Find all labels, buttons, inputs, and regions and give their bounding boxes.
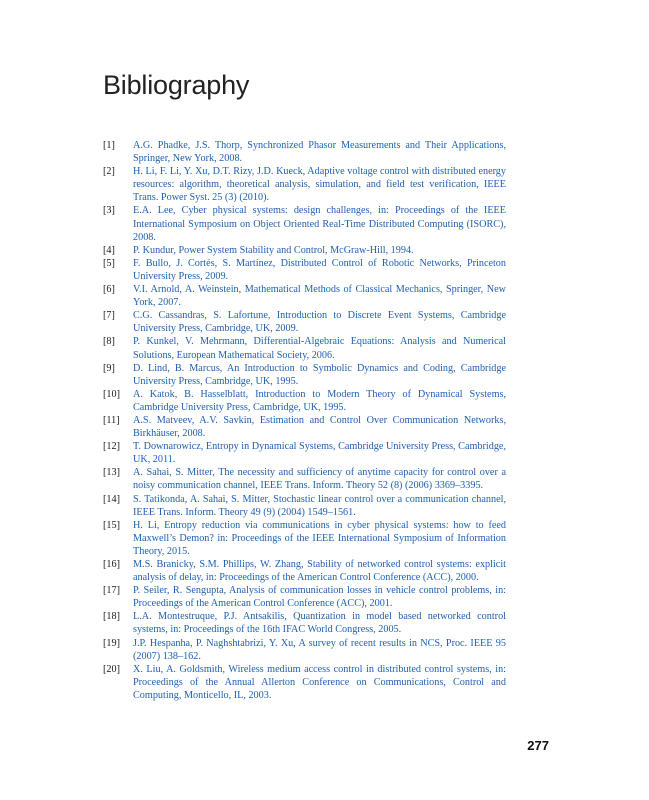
reference-number: [1] bbox=[103, 140, 115, 151]
reference-item bbox=[103, 165, 506, 204]
reference-item bbox=[103, 440, 506, 466]
reference-item bbox=[103, 519, 506, 558]
reference-link[interactable]: L.A. Montestruque, P.J. Antsakilis, Quantization in model based networked control systems, in: Proceedings of the 16th IFAC World Congress, 2005. bbox=[133, 611, 506, 636]
reference-item bbox=[103, 309, 506, 335]
reference-link[interactable]: X. Liu, A. Goldsmith, Wireless medium access control in distributed control systems, in: Proceedings of the Annual Allerton Conference on Communications, Control and Computing, Monticello, IL, 2003. bbox=[133, 663, 506, 701]
reference-number: [13] bbox=[103, 467, 120, 479]
reference-item bbox=[103, 584, 506, 610]
reference-item bbox=[103, 283, 506, 309]
reference-item bbox=[103, 335, 506, 361]
reference-number: [15] bbox=[103, 519, 120, 531]
reference-number: [20] bbox=[103, 663, 120, 675]
reference-number: [18] bbox=[103, 611, 120, 623]
reference-link[interactable]: F. Bullo, J. Cortés, S. Martínez, Distributed Control of Robotic Networks, Princeton University Press, 2009. bbox=[133, 257, 506, 282]
reference-link[interactable]: A.S. Matveev, A.V. Savkin, Estimation and Control Over Communication Networks, Birkhäuser, 2008. bbox=[133, 414, 506, 440]
reference-number: [5] bbox=[103, 257, 115, 269]
reference-item bbox=[103, 388, 506, 414]
reference-link[interactable]: P. Kundur, Power System Stability and Control, McGraw-Hill, 1994. bbox=[133, 244, 414, 256]
reference-link[interactable]: V.I. Arnold, A. Weinstein, Mathematical Methods of Classical Mechanics, Springer, New York, 2007. bbox=[133, 284, 506, 309]
reference-link[interactable]: H. Li, Entropy reduction via communications in cyber physical systems: how to feed Maxwell’s Demon? in: Proceedings of the IEEE International Symposium of Information Theory, 2015. bbox=[133, 519, 506, 557]
reference-link[interactable]: H. Li, F. Li, Y. Xu, D.T. Rizy, J.D. Kueck, Adaptive voltage control with distributed energy resources: algorithm, theoretical analysis, simulation, and field test verification, IEEE Trans. Power Syst. 25 (3) (2010). bbox=[133, 166, 506, 204]
reference-number: [12] bbox=[103, 441, 120, 453]
reference-item bbox=[103, 558, 506, 584]
reference-number: [14] bbox=[103, 493, 120, 505]
reference-item bbox=[103, 257, 506, 283]
page-number: 277 bbox=[527, 738, 549, 753]
reference-link[interactable]: P. Seiler, R. Sengupta, Analysis of communication losses in vehicle control problems, in: Proceedings of the American Control Conference (ACC), 2001. bbox=[133, 585, 506, 610]
reference-item bbox=[103, 663, 506, 702]
reference-number: [7] bbox=[103, 310, 115, 322]
reference-item bbox=[103, 493, 506, 519]
reference-number: [19] bbox=[103, 637, 120, 649]
reference-number: [3] bbox=[103, 205, 115, 217]
reference-link[interactable]: P. Kunkel, V. Mehrmann, Differential-Algebraic Equations: Analysis and Numerical Solutions, European Mathematical Society, 2006. bbox=[133, 336, 506, 361]
reference-link[interactable]: A. Sahai, S. Mitter, The necessity and sufficiency of anytime capacity for control over a noisy communication channel, IEEE Trans. Inform. Theory 52 (8) (2006) 3369–3395. bbox=[133, 467, 506, 492]
reference-list bbox=[103, 139, 506, 702]
reference-item bbox=[103, 610, 506, 636]
reference-number: [6] bbox=[103, 284, 115, 296]
reference-item bbox=[103, 204, 506, 243]
reference-link[interactable]: D. Lind, B. Marcus, An Introduction to Symbolic Dynamics and Coding, Cambridge University Press, Cambridge, UK, 1995. bbox=[133, 362, 506, 387]
reference-link[interactable]: S. Tatikonda, A. Sahai, S. Mitter, Stochastic linear control over a communication channel, IEEE Trans. Inform. Theory 49 (9) (2004) 1549–1561. bbox=[133, 493, 506, 518]
reference-number: [2] bbox=[103, 166, 115, 178]
reference-item bbox=[103, 362, 506, 388]
reference-link[interactable]: T. Downarowicz, Entropy in Dynamical Systems, Cambridge University Press, Cambridge, UK, 2011. bbox=[133, 441, 506, 466]
reference-item bbox=[103, 139, 506, 165]
reference-number: [11] bbox=[103, 414, 120, 426]
reference-link[interactable]: A. Katok, B. Hasselblatt, Introduction to Modern Theory of Dynamical Systems, Cambridge University Press, Cambridge, UK, 1995. bbox=[133, 388, 506, 413]
reference-number: [4] bbox=[103, 244, 115, 256]
reference-link[interactable]: M.S. Branicky, S.M. Phillips, W. Zhang, Stability of networked control systems: explicit analysis of delay, in: Proceedings of the American Control Conference (ACC), 2000. bbox=[133, 559, 506, 584]
reference-link[interactable]: J.P. Hespanha, P. Naghshtabrizi, Y. Xu, A survey of recent results in NCS, Proc. IEEE 95 (2007) 138–162. bbox=[133, 637, 506, 662]
reference-link[interactable]: A.G. Phadke, J.S. Thorp, Synchronized Phasor Measurements and Their Applications, Springer, New York, 2008. bbox=[133, 140, 506, 165]
reference-number: [17] bbox=[103, 585, 120, 597]
reference-item bbox=[103, 244, 506, 257]
reference-number: [9] bbox=[103, 362, 115, 374]
reference-link[interactable]: C.G. Cassandras, S. Lafortune, Introduction to Discrete Event Systems, Cambridge University Press, Cambridge, UK, 2009. bbox=[133, 310, 506, 335]
reference-item bbox=[103, 466, 506, 492]
reference-number: [16] bbox=[103, 559, 120, 570]
reference-number: [10] bbox=[103, 388, 120, 400]
reference-item bbox=[103, 414, 506, 440]
page-title: Bibliography bbox=[103, 70, 250, 100]
reference-item bbox=[103, 637, 506, 663]
reference-link[interactable]: E.A. Lee, Cyber physical systems: design challenges, in: Proceedings of the IEEE International Symposium on Object Oriented Real-Time Distributed Computing (ISORC), 2008. bbox=[133, 205, 506, 243]
reference-number: [8] bbox=[103, 336, 115, 348]
